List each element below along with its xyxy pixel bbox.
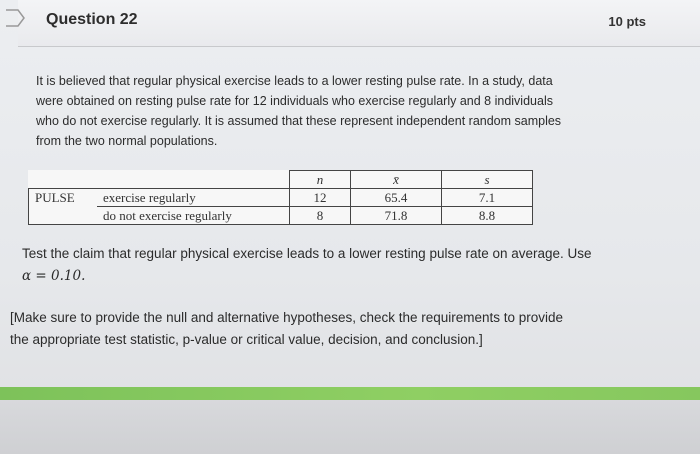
cell-s: 8.8: [442, 207, 533, 225]
paragraph-line: were obtained on resting pulse rate for 12 individuals who exercise regularly and 8 individuals: [36, 94, 553, 108]
header-xbar: x̄: [351, 171, 442, 189]
question-header: [18, 0, 700, 47]
question-points: 10 pts: [608, 14, 646, 29]
question-paragraph: [36, 71, 666, 151]
table-row: [29, 189, 533, 207]
group-label: PULSE: [29, 189, 98, 225]
paragraph-line: It is believed that regular physical exercise leads to a lower resting pulse rate. In a study, data: [36, 74, 553, 88]
paragraph-line: who do not exercise regularly. It is assumed that these represent independent random samples: [36, 114, 562, 128]
question-body: [0, 47, 700, 387]
question-title: Question 22: [46, 11, 138, 28]
cell-n: 12: [290, 189, 351, 207]
instructions-text: [10, 307, 690, 351]
instructions-line: the appropriate test statistic, p-value or critical value, decision, and conclusion.]: [10, 332, 483, 347]
cell-s: 7.1: [442, 189, 533, 207]
claim-text: [22, 243, 682, 287]
claim-line: Test the claim that regular physical exercise leads to a lower resting pulse rate on average. Use: [22, 246, 592, 261]
answer-area[interactable]: [0, 400, 700, 454]
stats-table: [28, 170, 533, 225]
header-n: n: [290, 171, 351, 189]
answer-editor-border[interactable]: [0, 387, 700, 400]
header-s: s: [442, 171, 533, 189]
row-label: do not exercise regularly: [97, 207, 290, 225]
cell-xbar: 65.4: [351, 189, 442, 207]
instructions-line: [Make sure to provide the null and alternative hypotheses, check the requirements to provide: [10, 310, 564, 325]
row-label: exercise regularly: [97, 189, 290, 207]
cell-n: 8: [290, 207, 351, 225]
table-header-row: [29, 171, 533, 189]
cell-xbar: 71.8: [351, 207, 442, 225]
alpha-value: α = 0.10.: [22, 268, 86, 284]
bookmark-icon[interactable]: [4, 6, 28, 30]
paragraph-line: from the two normal populations.: [36, 134, 218, 148]
table-row: [29, 207, 533, 225]
